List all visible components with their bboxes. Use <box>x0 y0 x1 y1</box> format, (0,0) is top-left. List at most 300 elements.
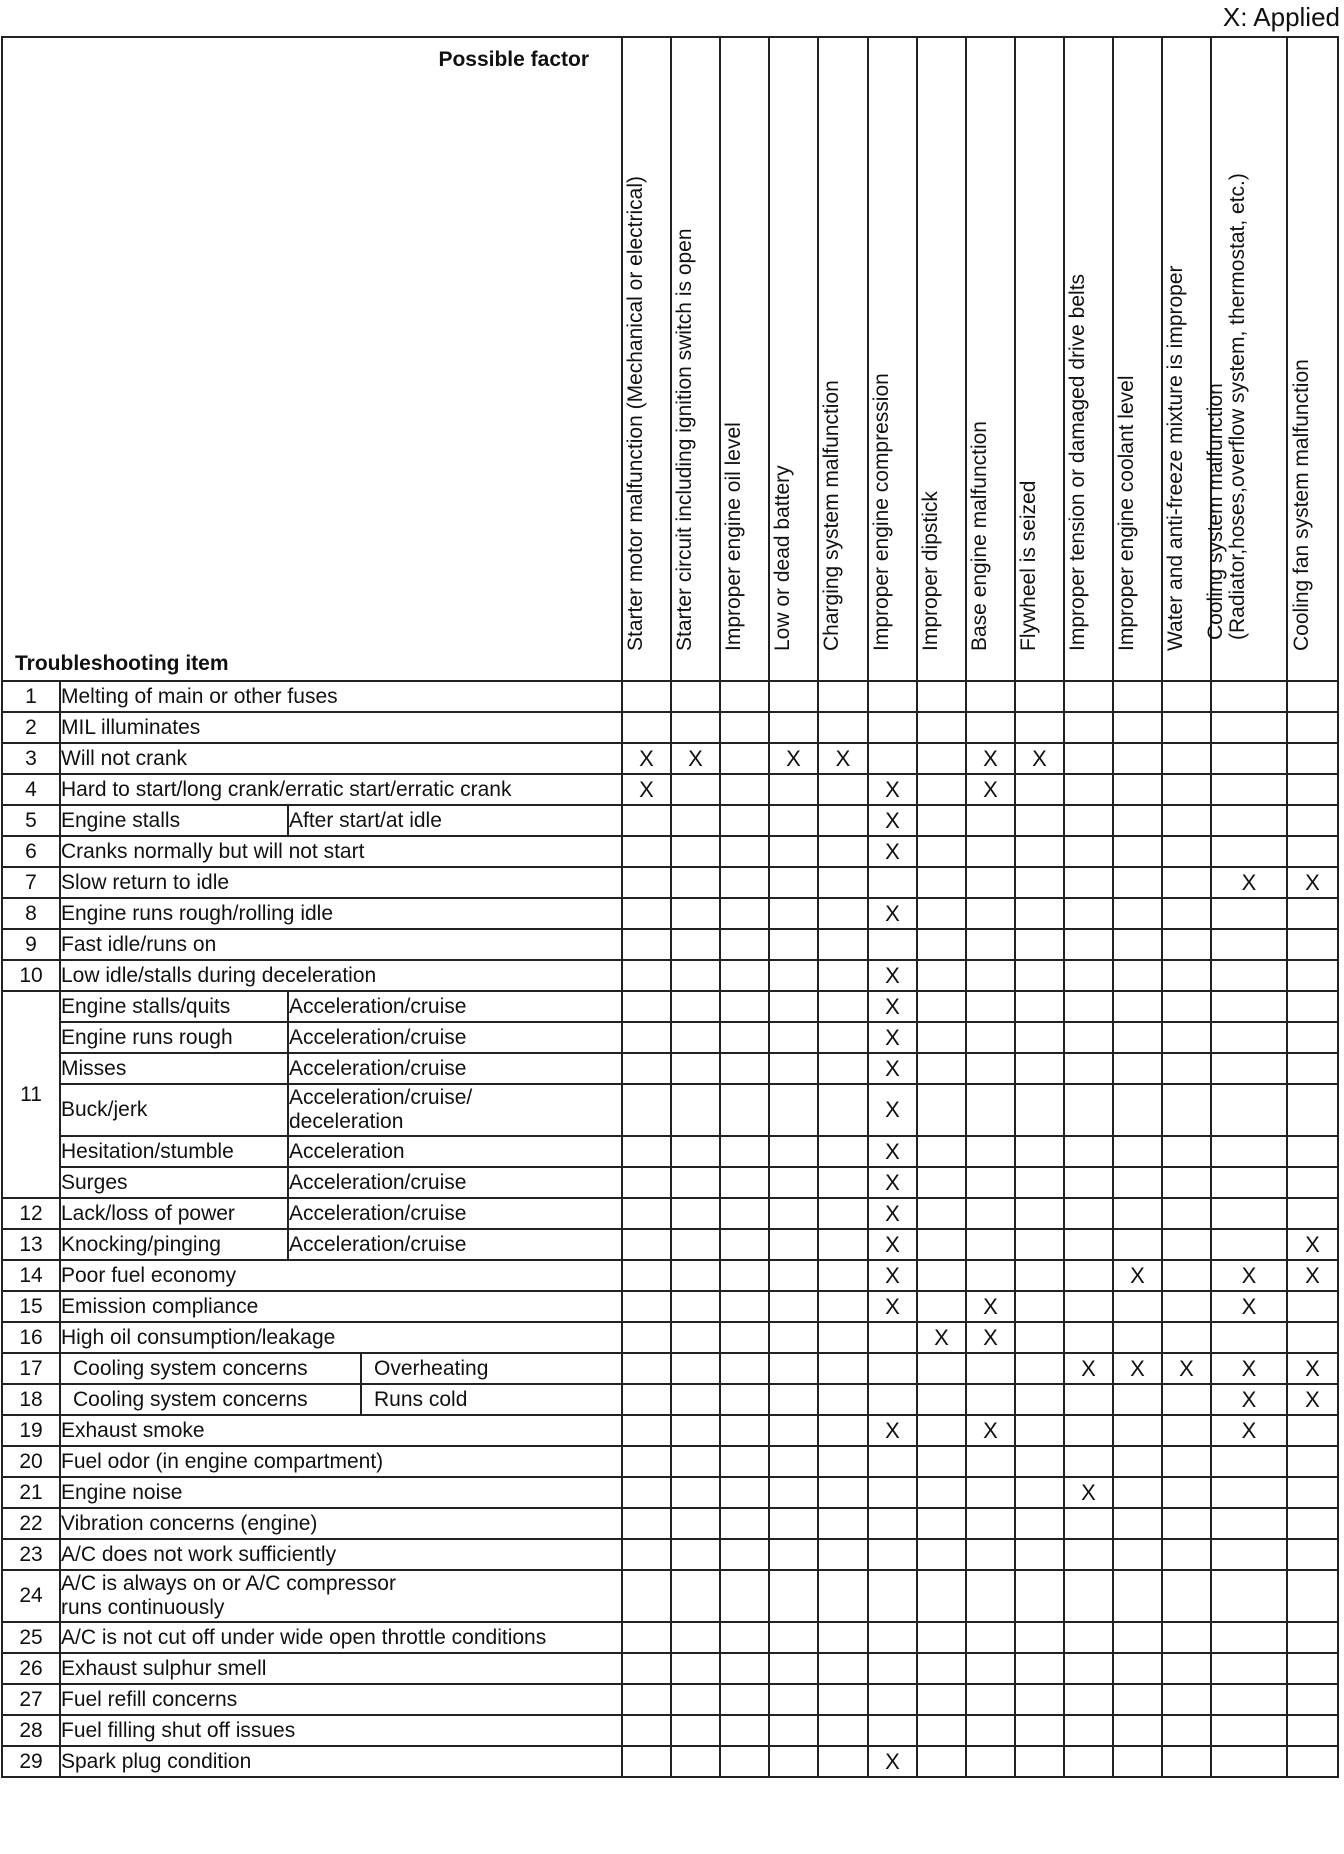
table-row <box>2 681 1338 712</box>
troubleshooting-item: Engine stalls <box>60 805 288 836</box>
table-row <box>2 929 1338 960</box>
mark-cell <box>966 867 1015 898</box>
table-row <box>2 1570 1338 1622</box>
mark-cell <box>1211 1198 1287 1229</box>
mark-cell <box>1113 1477 1162 1508</box>
mark-cell <box>622 1260 671 1291</box>
mark-cell <box>1287 1322 1338 1353</box>
mark-cell <box>1113 867 1162 898</box>
mark-cell <box>868 681 917 712</box>
mark-cell <box>917 712 966 743</box>
mark-cell <box>1113 836 1162 867</box>
mark-cell <box>720 1291 769 1322</box>
applied-mark: X <box>639 776 654 802</box>
mark-cell <box>966 805 1015 836</box>
mark-cell <box>720 1477 769 1508</box>
mark-cell <box>1162 774 1211 805</box>
applied-mark: X <box>786 745 801 771</box>
condition: Acceleration/cruise <box>288 1229 622 1260</box>
mark-cell <box>720 1746 769 1777</box>
mark-cell <box>769 867 818 898</box>
mark-cell <box>868 960 917 991</box>
mark-cell <box>818 1539 868 1570</box>
mark-cell <box>671 1622 720 1653</box>
mark-cell <box>1211 1684 1287 1715</box>
mark-cell <box>1211 1508 1287 1539</box>
table-row <box>2 1539 1338 1570</box>
mark-cell <box>769 1353 818 1384</box>
mark-cell <box>1287 1508 1338 1539</box>
factor-header-11 <box>1113 37 1162 681</box>
mark-cell <box>1015 1167 1064 1198</box>
troubleshooting-item-heading: Troubleshooting item <box>15 652 229 675</box>
mark-cell <box>769 1322 818 1353</box>
mark-cell <box>966 1446 1015 1477</box>
mark-cell <box>917 898 966 929</box>
table-row <box>2 1260 1338 1291</box>
applied-mark: X <box>1241 1293 1257 1319</box>
troubleshooting-item: A/C is not cut off under wide open throttle conditions <box>60 1622 622 1653</box>
mark-cell <box>720 1084 769 1136</box>
mark-cell <box>868 991 917 1022</box>
mark-cell <box>1211 1084 1287 1136</box>
mark-cell <box>917 1539 966 1570</box>
mark-cell <box>720 1022 769 1053</box>
mark-cell <box>1015 1477 1064 1508</box>
mark-cell <box>818 1508 868 1539</box>
mark-cell <box>1162 712 1211 743</box>
troubleshooting-item: Spark plug condition <box>60 1746 622 1777</box>
mark-cell <box>1162 1353 1211 1384</box>
table-row <box>2 898 1338 929</box>
mark-cell <box>1113 1570 1162 1622</box>
mark-cell <box>1211 960 1287 991</box>
mark-cell <box>622 1022 671 1053</box>
applied-mark: X <box>885 1293 900 1319</box>
row-number: 15 <box>2 1291 60 1322</box>
table-row <box>2 1653 1338 1684</box>
mark-cell <box>818 1053 868 1084</box>
mark-cell <box>720 1570 769 1622</box>
mark-cell <box>1287 867 1338 898</box>
table-row <box>2 712 1338 743</box>
applied-mark: X <box>688 745 703 771</box>
mark-cell <box>966 1053 1015 1084</box>
mark-cell <box>1015 774 1064 805</box>
mark-cell <box>868 1053 917 1084</box>
mark-cell <box>1113 991 1162 1022</box>
mark-cell <box>917 1384 966 1415</box>
mark-cell <box>622 1715 671 1746</box>
header-corner <box>2 37 622 681</box>
mark-cell <box>966 681 1015 712</box>
row-number: 16 <box>2 1322 60 1353</box>
troubleshooting-item: Fuel refill concerns <box>60 1684 622 1715</box>
mark-cell <box>671 1539 720 1570</box>
mark-cell <box>671 929 720 960</box>
table-row <box>2 1198 1338 1229</box>
table-row <box>2 1622 1338 1653</box>
mark-cell <box>720 805 769 836</box>
mark-cell <box>720 1229 769 1260</box>
applied-mark: X <box>885 1748 900 1774</box>
mark-cell <box>671 1229 720 1260</box>
mark-cell <box>1162 1715 1211 1746</box>
mark-cell <box>720 898 769 929</box>
mark-cell <box>1113 1291 1162 1322</box>
mark-cell <box>818 1715 868 1746</box>
applied-mark: X <box>885 1169 900 1195</box>
mark-cell <box>966 1477 1015 1508</box>
factor-label-8: Base engine malfunction <box>967 421 991 651</box>
mark-cell <box>1015 836 1064 867</box>
mark-cell <box>1211 1715 1287 1746</box>
factor-label-12: Water and anti-freeze mixture is improper <box>1163 265 1187 651</box>
mark-cell <box>1287 1539 1338 1570</box>
row-number: 3 <box>2 743 60 774</box>
mark-cell <box>966 1322 1015 1353</box>
mark-cell <box>720 1384 769 1415</box>
mark-cell <box>1113 929 1162 960</box>
factor-label-9: Flywheel is seized <box>1016 480 1040 651</box>
mark-cell <box>1211 1415 1287 1446</box>
table-row <box>2 1715 1338 1746</box>
mark-cell <box>917 743 966 774</box>
mark-cell <box>1015 1415 1064 1446</box>
mark-cell <box>622 805 671 836</box>
mark-cell <box>917 1508 966 1539</box>
mark-cell <box>1287 1260 1338 1291</box>
mark-cell <box>671 1084 720 1136</box>
mark-cell <box>622 1384 671 1415</box>
factor-header-2 <box>671 37 720 681</box>
mark-cell <box>769 1260 818 1291</box>
mark-cell <box>966 712 1015 743</box>
mark-cell <box>1113 1260 1162 1291</box>
mark-cell <box>818 867 868 898</box>
mark-cell <box>720 836 769 867</box>
condition: Acceleration/cruise <box>288 1022 622 1053</box>
mark-cell <box>868 1684 917 1715</box>
table-row <box>2 991 1338 1022</box>
mark-cell <box>818 1260 868 1291</box>
applied-mark: X <box>1305 1386 1320 1412</box>
mark-cell <box>622 867 671 898</box>
mark-cell <box>917 960 966 991</box>
mark-cell <box>818 991 868 1022</box>
mark-cell <box>868 1622 917 1653</box>
mark-cell <box>818 1570 868 1622</box>
mark-cell <box>671 1746 720 1777</box>
mark-cell <box>720 991 769 1022</box>
mark-cell <box>1211 898 1287 929</box>
mark-cell <box>1015 1622 1064 1653</box>
row-number: 22 <box>2 1508 60 1539</box>
mark-cell <box>769 805 818 836</box>
item-condition-split <box>60 1353 622 1384</box>
row-number: 5 <box>2 805 60 836</box>
mark-cell <box>868 774 917 805</box>
mark-cell <box>917 1084 966 1136</box>
mark-cell <box>622 1415 671 1446</box>
mark-cell <box>622 681 671 712</box>
mark-cell <box>671 743 720 774</box>
table-row <box>2 1684 1338 1715</box>
mark-cell <box>1211 1477 1287 1508</box>
mark-cell <box>769 1198 818 1229</box>
mark-cell <box>671 1684 720 1715</box>
mark-cell <box>671 1260 720 1291</box>
mark-cell <box>966 1653 1015 1684</box>
mark-cell <box>868 743 917 774</box>
mark-cell <box>671 867 720 898</box>
mark-cell <box>868 1229 917 1260</box>
mark-cell <box>868 712 917 743</box>
mark-cell <box>1287 805 1338 836</box>
mark-cell <box>966 1291 1015 1322</box>
mark-cell <box>622 836 671 867</box>
applied-mark: X <box>885 1262 900 1288</box>
mark-cell <box>622 1229 671 1260</box>
mark-cell <box>769 898 818 929</box>
row-number: 7 <box>2 867 60 898</box>
mark-cell <box>1113 1322 1162 1353</box>
mark-cell <box>1211 867 1287 898</box>
mark-cell <box>622 1477 671 1508</box>
mark-cell <box>818 1622 868 1653</box>
mark-cell <box>868 1715 917 1746</box>
troubleshooting-item: A/C does not work sufficiently <box>60 1539 622 1570</box>
applied-mark: X <box>1241 1386 1257 1412</box>
mark-cell <box>1015 743 1064 774</box>
table-row <box>2 743 1338 774</box>
table-row <box>2 1446 1338 1477</box>
factor-label-4: Low or dead battery <box>770 465 794 651</box>
troubleshooting-item: MIL illuminates <box>60 712 622 743</box>
mark-cell <box>1211 681 1287 712</box>
mark-cell <box>769 1653 818 1684</box>
factor-label-14: Cooling fan system malfunction <box>1289 359 1313 651</box>
applied-mark: X <box>1179 1355 1194 1381</box>
row-number: 18 <box>2 1384 60 1415</box>
mark-cell <box>1287 1622 1338 1653</box>
table-row <box>2 1477 1338 1508</box>
mark-cell <box>1287 1446 1338 1477</box>
mark-cell <box>720 1136 769 1167</box>
row-number: 2 <box>2 712 60 743</box>
mark-cell <box>1113 1022 1162 1053</box>
table-row <box>2 805 1338 836</box>
factor-header-7 <box>917 37 966 681</box>
mark-cell <box>1064 1746 1113 1777</box>
table-row <box>2 960 1338 991</box>
mark-cell <box>1064 1260 1113 1291</box>
mark-cell <box>1162 1539 1211 1570</box>
applied-mark: X <box>885 807 900 833</box>
factor-label-5: Charging system malfunction <box>820 380 843 651</box>
mark-cell <box>1287 1415 1338 1446</box>
mark-cell <box>1211 805 1287 836</box>
mark-cell <box>769 991 818 1022</box>
mark-cell <box>622 1508 671 1539</box>
mark-cell <box>1015 1746 1064 1777</box>
applied-mark: X <box>1305 1262 1320 1288</box>
mark-cell <box>868 1508 917 1539</box>
mark-cell <box>917 1053 966 1084</box>
mark-cell <box>917 1022 966 1053</box>
mark-cell <box>671 681 720 712</box>
mark-cell <box>1162 1167 1211 1198</box>
mark-cell <box>720 1715 769 1746</box>
factor-header-4 <box>769 37 818 681</box>
condition: Acceleration <box>288 1136 622 1167</box>
mark-cell <box>1064 1684 1113 1715</box>
mark-cell <box>720 774 769 805</box>
mark-cell <box>1015 1653 1064 1684</box>
mark-cell <box>1211 1260 1287 1291</box>
mark-cell <box>966 1353 1015 1384</box>
mark-cell <box>1015 1353 1064 1384</box>
mark-cell <box>868 1260 917 1291</box>
mark-cell <box>622 1684 671 1715</box>
mark-cell <box>1287 1167 1338 1198</box>
mark-cell <box>1162 836 1211 867</box>
mark-cell <box>1287 681 1338 712</box>
mark-cell <box>720 1622 769 1653</box>
troubleshooting-item: Lack/loss of power <box>60 1198 288 1229</box>
mark-cell <box>818 929 868 960</box>
mark-cell <box>868 1384 917 1415</box>
mark-cell <box>868 1198 917 1229</box>
factor-label-2: Starter circuit including ignition switch is open <box>672 228 696 651</box>
mark-cell <box>966 991 1015 1022</box>
mark-cell <box>1162 1136 1211 1167</box>
mark-cell <box>671 1415 720 1446</box>
mark-cell <box>1015 1229 1064 1260</box>
mark-cell <box>966 929 1015 960</box>
mark-cell <box>769 1477 818 1508</box>
mark-cell <box>917 805 966 836</box>
mark-cell <box>1064 1084 1113 1136</box>
mark-cell <box>1162 805 1211 836</box>
applied-mark: X <box>639 745 654 771</box>
mark-cell <box>1064 1446 1113 1477</box>
mark-cell <box>671 1508 720 1539</box>
mark-cell <box>966 1384 1015 1415</box>
mark-cell <box>720 681 769 712</box>
condition: Acceleration/cruise <box>288 1053 622 1084</box>
mark-cell <box>622 991 671 1022</box>
mark-cell <box>1211 929 1287 960</box>
table-row <box>2 1415 1338 1446</box>
mark-cell <box>720 743 769 774</box>
row-number: 6 <box>2 836 60 867</box>
applied-mark: X <box>885 1231 900 1257</box>
mark-cell <box>622 898 671 929</box>
mark-cell <box>917 681 966 712</box>
mark-cell <box>1287 1570 1338 1622</box>
mark-cell <box>966 960 1015 991</box>
troubleshooting-item: High oil consumption/leakage <box>60 1322 622 1353</box>
mark-cell <box>818 1167 868 1198</box>
mark-cell <box>868 1136 917 1167</box>
mark-cell <box>1287 1084 1338 1136</box>
mark-cell <box>720 960 769 991</box>
factor-label-3: Improper engine oil level <box>721 422 745 651</box>
mark-cell <box>917 1622 966 1653</box>
applied-mark: X <box>1130 1262 1145 1288</box>
mark-cell <box>720 1415 769 1446</box>
mark-cell <box>1015 1570 1064 1622</box>
mark-cell <box>720 867 769 898</box>
applied-mark: X <box>885 1200 900 1226</box>
table-row <box>2 1084 1338 1136</box>
mark-cell <box>769 1508 818 1539</box>
mark-cell <box>769 1684 818 1715</box>
mark-cell <box>1113 1508 1162 1539</box>
mark-cell <box>720 1353 769 1384</box>
mark-cell <box>1064 1229 1113 1260</box>
mark-cell <box>622 1322 671 1353</box>
mark-cell <box>622 743 671 774</box>
troubleshooting-item: Slow return to idle <box>60 867 622 898</box>
mark-cell <box>1162 1053 1211 1084</box>
condition: Runs cold <box>374 1388 468 1411</box>
mark-cell <box>720 1198 769 1229</box>
mark-cell <box>671 1053 720 1084</box>
mark-cell <box>720 1508 769 1539</box>
mark-cell <box>868 1322 917 1353</box>
mark-cell <box>1064 867 1113 898</box>
mark-cell <box>671 1322 720 1353</box>
mark-cell <box>966 1084 1015 1136</box>
mark-cell <box>868 1084 917 1136</box>
mark-cell <box>1162 1260 1211 1291</box>
mark-cell <box>966 1229 1015 1260</box>
mark-cell <box>818 1291 868 1322</box>
mark-cell <box>818 836 868 867</box>
mark-cell <box>1113 1653 1162 1684</box>
mark-cell <box>769 1229 818 1260</box>
factor-label-6: Improper engine compression <box>869 373 893 651</box>
condition: After start/at idle <box>288 805 622 836</box>
mark-cell <box>1162 1446 1211 1477</box>
mark-cell <box>769 712 818 743</box>
troubleshooting-item: Vibration concerns (engine) <box>60 1508 622 1539</box>
mark-cell <box>1211 1167 1287 1198</box>
applied-mark: X <box>885 1417 900 1443</box>
mark-cell <box>1113 1715 1162 1746</box>
mark-cell <box>622 1136 671 1167</box>
mark-cell <box>917 1198 966 1229</box>
row-number: 19 <box>2 1415 60 1446</box>
mark-cell <box>1113 743 1162 774</box>
applied-mark: X <box>1081 1355 1096 1381</box>
mark-cell <box>1162 1384 1211 1415</box>
mark-cell <box>1211 1136 1287 1167</box>
troubleshooting-item: Fuel filling shut off issues <box>60 1715 622 1746</box>
troubleshooting-item: Exhaust smoke <box>60 1415 622 1446</box>
mark-cell <box>1064 681 1113 712</box>
mark-cell <box>818 1477 868 1508</box>
condition: Acceleration/cruise <box>288 1198 622 1229</box>
mark-cell <box>917 1746 966 1777</box>
troubleshooting-item: Surges <box>60 1167 288 1198</box>
mark-cell <box>818 1384 868 1415</box>
mark-cell <box>1015 712 1064 743</box>
mark-cell <box>1211 1291 1287 1322</box>
mark-cell <box>868 1167 917 1198</box>
